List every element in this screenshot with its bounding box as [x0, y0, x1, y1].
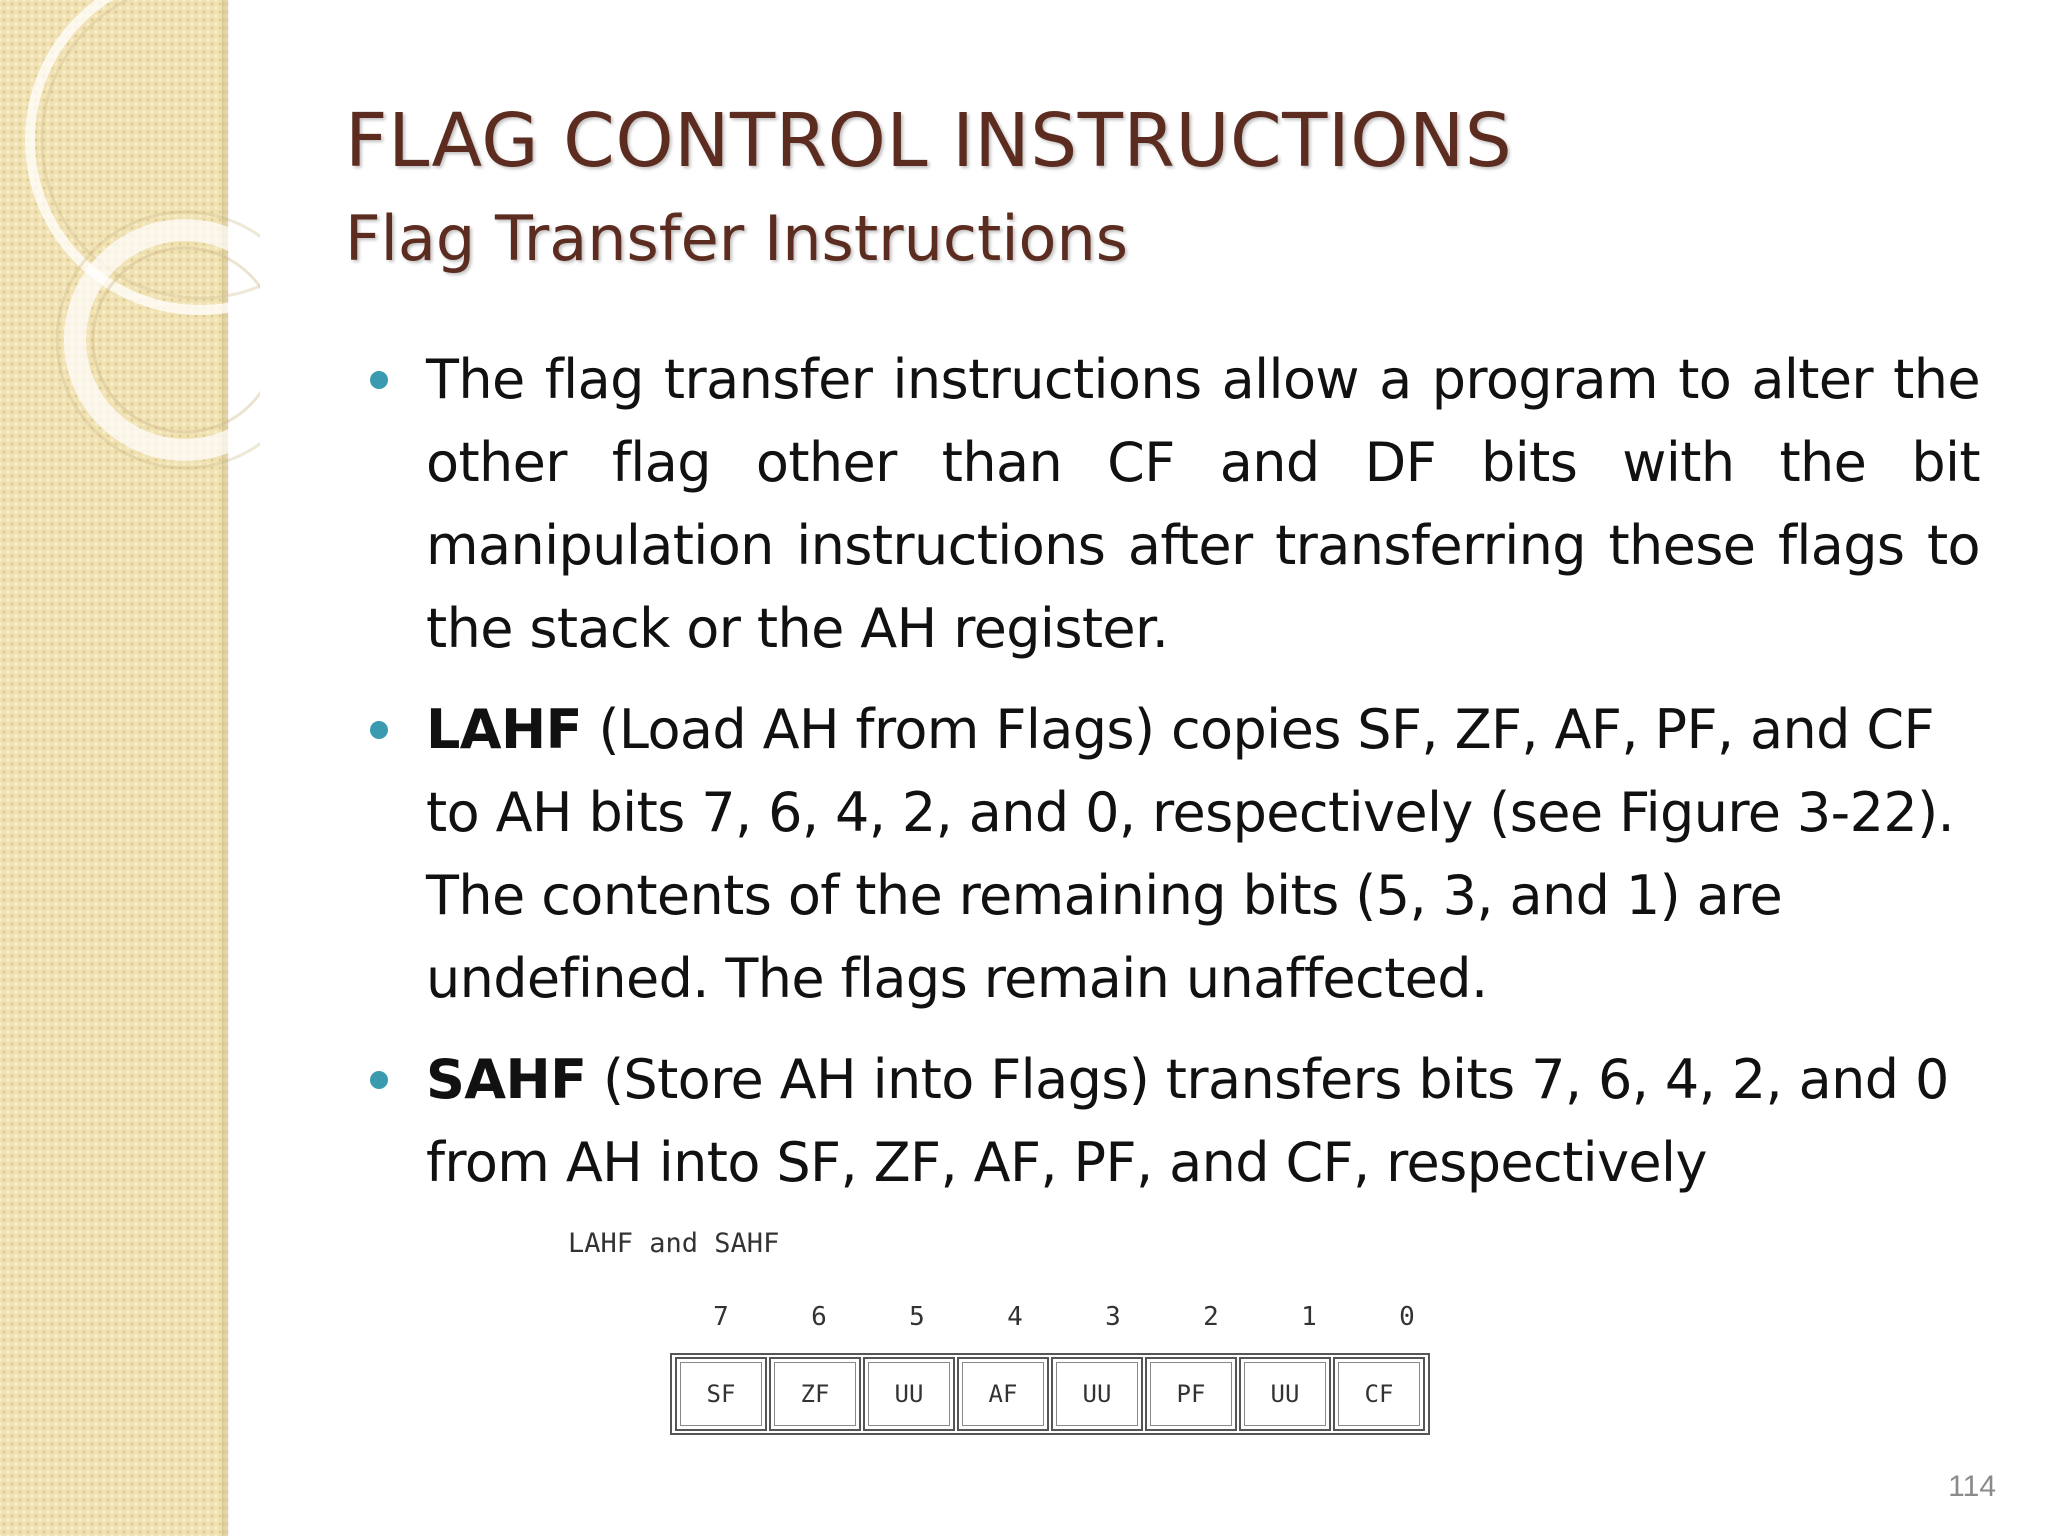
register-cell: PF	[1145, 1357, 1237, 1431]
bullet-dot-icon	[370, 721, 388, 739]
decorative-swirl-icon	[0, 0, 260, 520]
bullet-dot-icon	[370, 371, 388, 389]
slide-subtitle: Flag Transfer Instructions	[345, 202, 1129, 275]
register-cell: UU	[1051, 1357, 1143, 1431]
bullet-item	[360, 688, 1980, 1020]
bullet-dot-icon	[370, 1071, 388, 1089]
bit-number: 0	[1399, 1302, 1415, 1332]
bullet-keyword: SAHF	[426, 1048, 587, 1111]
bullet-text: (Load AH from Flags) copies SF, ZF, AF, PF, and CF to AH bits 7, 6, 4, 2, and 0, respectively (see Figure 3-22). The contents of the remaining bits (5, 3, and 1) are undefined. The flags remain unaffected.	[426, 698, 1955, 1010]
register-cell: SF	[675, 1357, 767, 1431]
bit-number: 6	[811, 1302, 827, 1332]
register-cell: ZF	[769, 1357, 861, 1431]
slide-title: FLAG CONTROL INSTRUCTIONS	[345, 98, 1513, 184]
page-number: 114	[1948, 1470, 1996, 1503]
register-cell: UU	[863, 1357, 955, 1431]
bullet-text: (Store AH into Flags) transfers bits 7, 6, 4, 2, and 0 from AH into SF, ZF, AF, PF, and CF, respectively	[426, 1048, 1949, 1194]
bullet-text: The flag transfer instructions allow a program to alter the other flag other than CF and DF bits with the bit manipulation instructions after transferring these flags to the stack or the AH register.	[426, 348, 1980, 660]
bit-number: 5	[909, 1302, 925, 1332]
figure-caption: LAHF and SAHF	[568, 1228, 780, 1259]
bit-number: 1	[1301, 1302, 1317, 1332]
register-cell: CF	[1333, 1357, 1425, 1431]
register-cell: AF	[957, 1357, 1049, 1431]
bullet-keyword: LAHF	[426, 698, 582, 761]
bit-number: 3	[1105, 1302, 1121, 1332]
bit-number: 4	[1007, 1302, 1023, 1332]
bullet-list	[360, 338, 1980, 1222]
bit-number: 2	[1203, 1302, 1219, 1332]
bit-number: 7	[713, 1302, 729, 1332]
register-cell: UU	[1239, 1357, 1331, 1431]
bit-number-row	[672, 1302, 1456, 1332]
bullet-item	[360, 338, 1980, 670]
flag-register-diagram	[670, 1353, 1430, 1435]
bullet-item	[360, 1038, 1980, 1204]
